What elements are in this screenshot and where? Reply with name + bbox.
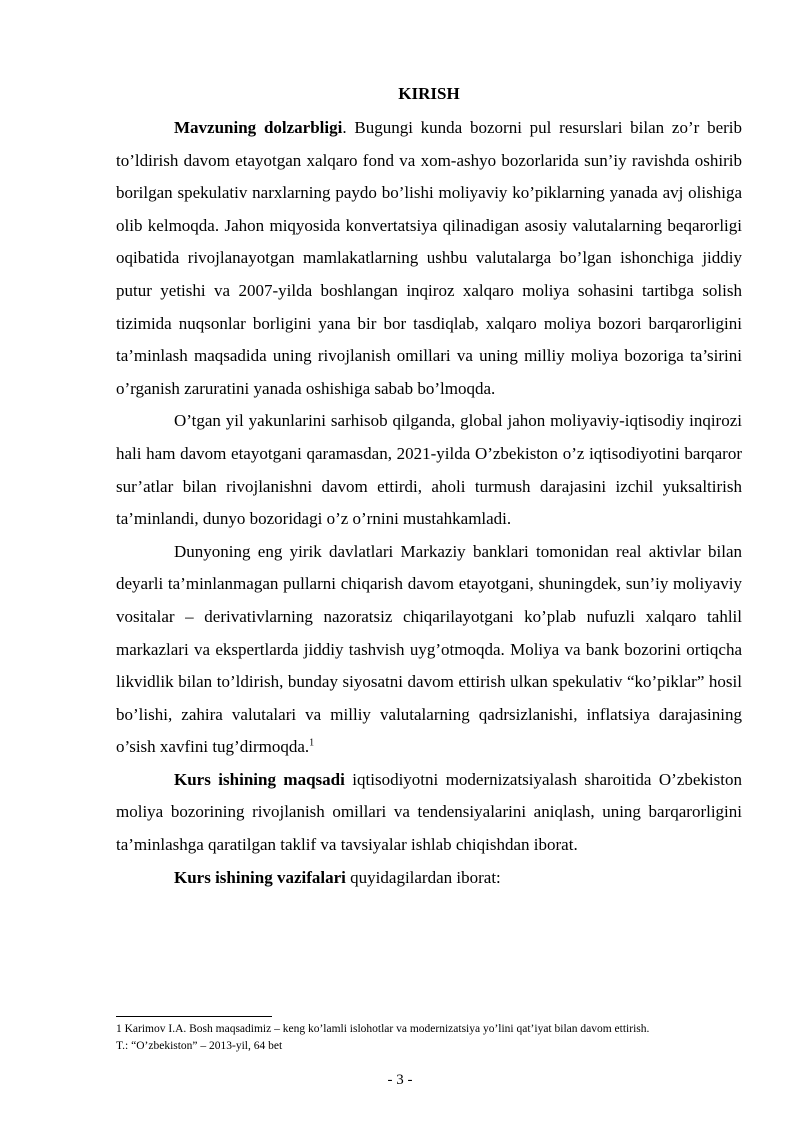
paragraph-text: Dunyoning eng yirik davlatlari Markaziy banklari tomonidan real aktivlar bilan deyarli ta’minlanmagan pullarni chiqarish davom etayotgani, shuningdek, sun’iy moliyaviy vositalar – derivativlarning nazoratsiz chiqarilayotgani ko’plab nufuzli xalqaro tahlil markazlari va ekspertlarda jiddiy tashvish uyg’otmoqda. Moliya va bank bozorini ortiqcha likvidlik bilan to’ldirish, bunday siyosatni davom ettirish ulkan spekulativ “ko’piklar” hosil bo’lishi, zahira valutalari va milliy valutalarning qadrsizlanishi, inflatsiya darajasining o’sish xavfini tug’dirmoqda. bbox=[116, 541, 742, 757]
page-number: - 3 - bbox=[387, 1072, 413, 1088]
paragraph-text: quyidagilardan iborat: bbox=[345, 867, 501, 887]
footnote-line: T.: “O’zbekiston” – 2013-yil, 64 bet bbox=[116, 1040, 283, 1052]
paragraph-goal bbox=[116, 764, 742, 862]
document-body bbox=[116, 112, 742, 894]
paragraph-last-year bbox=[116, 405, 742, 535]
footnote-reference[interactable]: 1 bbox=[309, 737, 315, 749]
paragraph-text: . Bugungi kunda bozorni pul resurslari bilan zo’r berib to’ldirish davom etayotgan xalqaro fond va xom-ashyo bozorlarida sun’iy ravishda oshirib borilgan spekulativ narxlarning paydo bo’lishi moliyaviy ko’piklarning yanada avj olishiga olib kelmoqda. Jahon miqyosida konvertatsiya qilinadigan asosiy valutalarning beqarorligi oqibatida rivojlanayotgan mamlakatlarning ushbu valutalarga bo’lgan ishonchiga jiddiy putur yetishi va 2007-yilda boshlangan inqiroz xalqaro moliya sohasini tartibga solish tizimida nuqsonlar borligini yana bir bor tasdiqlab, xalqaro moliya bozori barqarorligini ta’minlash maqsadida uning rivojlanish omillari va uning milliy moliya bozoriga ta’sirini o’rganish zaruratini yanada oshishiga sabab bo’lmoqda. bbox=[116, 118, 742, 398]
paragraph-text: iqtisodiyotni modernizatsiyalash sharoitida O’zbekiston moliya bozorining rivojlanish omillari va tendensiyalarini aniqlash, uning barqarorligini ta’minlashga qaratilgan taklif va tavsiyalar ishlab chiqishdan iborat. bbox=[116, 769, 742, 855]
paragraph-tasks bbox=[116, 862, 742, 895]
paragraph-lead: Mavzuning dolzarbligi bbox=[174, 118, 343, 137]
paragraph-lead: Kurs ishining maqsadi bbox=[174, 769, 345, 789]
footnote-separator bbox=[116, 1016, 272, 1017]
page-title: KIRISH bbox=[398, 84, 460, 103]
paragraph-relevance bbox=[116, 112, 742, 405]
paragraph-central-banks bbox=[116, 536, 742, 764]
footnote bbox=[116, 1021, 746, 1055]
paragraph-lead: Kurs ishining vazifalari bbox=[174, 867, 346, 887]
footnote-line: 1 Karimov I.A. Bosh maqsadimiz – keng ko’lamli islohotlar va modernizatsiya yo’lini qat’iyat bilan davom ettirish. bbox=[116, 1023, 650, 1035]
paragraph-text: O’tgan yil yakunlarini sarhisob qilganda, global jahon moliyaviy-iqtisodiy inqirozi hali ham davom etayotgani qaramasdan, 2021-yilda O’zbekiston o’z iqtisodiyotini barqaror sur’atlar bilan rivojlanishni davom ettirdi, aholi turmush darajasini izchil yuksaltirish ta’minlandi, dunyo bozoridagi o’z o’rnini mustahkamladi. bbox=[116, 411, 742, 529]
